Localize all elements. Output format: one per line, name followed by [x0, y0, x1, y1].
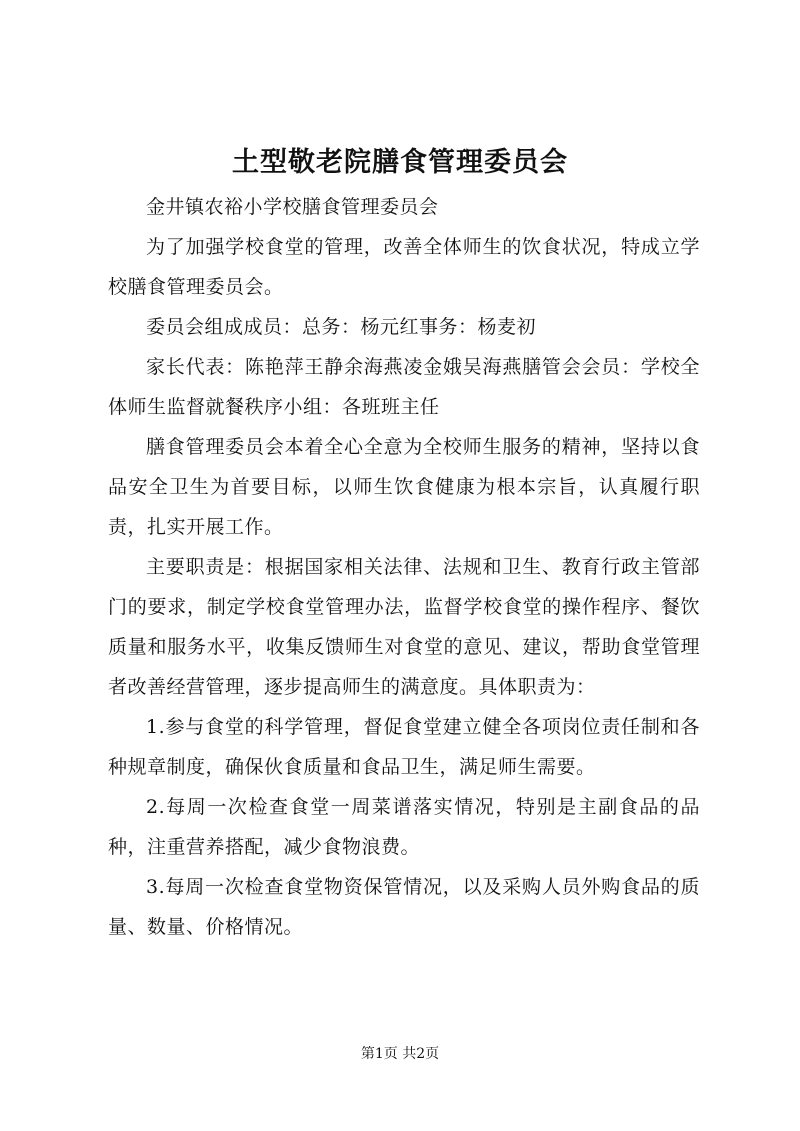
school-committee-name: 金井镇农裕小学校膳食管理委员会: [146, 196, 439, 218]
duties-paragraph: 主要职责是：根据国家相关法律、法规和卫生、教育行政主管部门的要求，制定学校食堂管理办法，监督学校食堂的操作程序、餐饮质量和服务水平，收集反馈师生对食堂的意见、建议，帮助食堂管理者改善经营管理，逐步提高师生的满意度。具体职责为：: [108, 556, 700, 698]
intro-paragraph: 为了加强学校食堂的管理，改善全体师生的饮食状况，特成立学校膳食管理委员会。: [108, 236, 700, 298]
document-body: [108, 187, 700, 947]
parent-representatives-paragraph: 家长代表：陈艳萍王静余海燕凌金娥吴海燕膳管会会员：学校全体师生监督就餐秩序小组：各班班主任: [108, 356, 700, 418]
duty-item-2: 2.每周一次检查食堂一周菜谱落实情况，特别是主副食品的品种，注重营养搭配，减少食物浪费。: [108, 796, 700, 858]
committee-members-paragraph: 委员会组成成员：总务：杨元红事务：杨麦初: [146, 316, 537, 338]
document-title: 土型敬老院膳食管理委员会: [232, 147, 568, 178]
duty-item-3: 3.每周一次检查食堂物资保管情况，以及采购人员外购食品的质量、数量、价格情况。: [108, 876, 700, 938]
mission-paragraph: 膳食管理委员会本着全心全意为全校师生服务的精神，坚持以食品安全卫生为首要目标，以师生饮食健康为根本宗旨，认真履行职责，扎实开展工作。: [108, 436, 700, 538]
page-number-footer: 第1页 共2页: [360, 1046, 440, 1062]
duty-item-1: 1.参与食堂的科学管理，督促食堂建立健全各项岗位责任制和各种规章制度，确保伙食质量和食品卫生，满足师生需要。: [108, 716, 700, 778]
